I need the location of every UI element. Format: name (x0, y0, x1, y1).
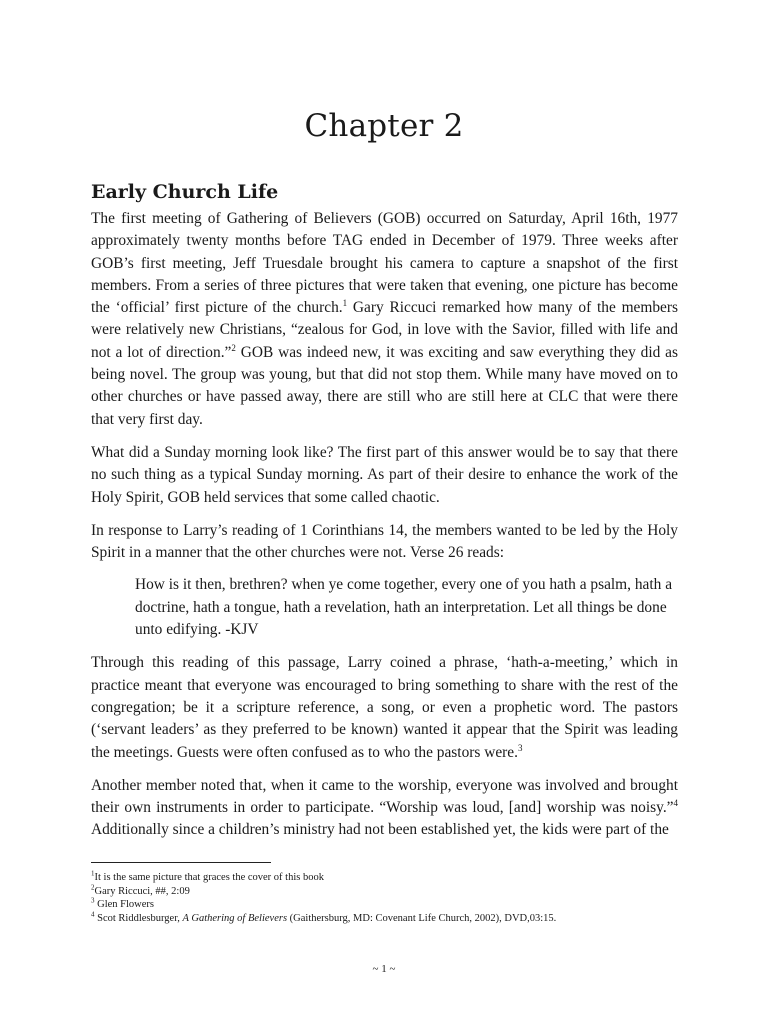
p1-text-a: The first meeting of Gathering of Believers (GOB) occurred on Saturday, April 16th, 1977 approximately twenty months before TAG ended in December of 1979. Three weeks after GOB’s first meeting, Jeff Truesdale brought his camera to capture a snapshot of the first members. From a series of three pictures that were taken that evening, one picture has become the ‘official’ first picture of the church. (91, 210, 678, 317)
scripture-quote: How is it then, brethren? when ye come together, every one of you hath a psalm, hath a doctrine, hath a tongue, hath a revelation, hath an interpretation. Let all things be done unto edifying. -KJV (135, 576, 673, 639)
paragraph-3: In response to Larry’s reading of 1 Corinthians 14, the members wanted to be led by the Holy Spirit in a manner that the other churches were not. Verse 26 reads: (91, 521, 678, 562)
p5-text-a: Another member noted that, when it came to the worship, everyone was involved and brought their own instruments in order to participate. “Worship was loud, [and] worship was noisy.” (91, 776, 678, 817)
paragraph-2: What did a Sunday morning look like? The first part of this answer would be to say that there no such thing as a typical Sunday morning. As part of their desire to enhance the work of the Holy Spirit, GOB held services that some called chaotic. (91, 443, 678, 506)
section-heading: Early Church Life (91, 181, 279, 203)
footnote-4-text-pre: Scot Riddlesburger, (94, 912, 183, 924)
footnote-4-number: 4 (91, 910, 95, 918)
footnote-divider (91, 862, 271, 863)
p4-text: Through this reading of this passage, Larry coined a phrase, ‘hath-a-meeting,’ which in practice meant that everyone was encouraged to bring something to share with the rest of the congregation; be it a scripture reference, a song, or even a prophetic word. The pastors (‘servant leaders’ as they preferred to be known) wanted it appear that the Spirit was leading the meetings. Guests were often confused as to who the pastors were. (91, 654, 678, 761)
p5-text-b: Additionally since a children’s ministry had not been established yet, the kids were part of the (91, 821, 669, 839)
footnote-3-number: 3 (91, 896, 95, 905)
footnotes (91, 871, 691, 925)
footnote-4 (91, 912, 691, 926)
footnote-4-title: A Gathering of Believers (182, 912, 288, 924)
p1-text-b: Gary Riccuci remarked how many of the members were relatively new Christians, “zealous for God, in love with the Savior, filled with life and not a lot of direction.” (91, 299, 678, 361)
footnote-1 (91, 871, 691, 885)
body-text (91, 178, 678, 853)
paragraph-5 (91, 775, 678, 842)
footnote-2 (91, 885, 691, 899)
footnote-3 (91, 898, 691, 912)
footnote-2-text: Gary Riccuci, ##, 2:09 (94, 885, 190, 897)
chapter-title: Chapter 2 (304, 108, 464, 144)
footnote-ref-3: 3 (517, 742, 523, 753)
footnote-2-number: 2 (91, 883, 95, 891)
footnote-1-number: 1 (91, 869, 95, 878)
page-number: ~ 1 ~ (372, 963, 396, 975)
footnote-ref-1: 1 (342, 298, 348, 309)
footnote-1-text: It is the same picture that graces the cover of this book (94, 872, 324, 883)
footnote-ref-4: 4 (673, 798, 678, 808)
footnote-4-text-post: (Gaithersburg, MD: Covenant Life Church, 2002), DVD,03:15. (287, 912, 557, 924)
paragraph-1 (91, 208, 678, 431)
footnote-3-text: Glen Flowers (94, 899, 154, 910)
footnote-ref-2: 2 (231, 342, 236, 353)
paragraph-4 (91, 652, 678, 763)
p1-text-c: GOB was indeed new, it was exciting and saw everything they did as being novel. The group was young, but that did not stop them. While many have moved on to other churches or have passed away, there are still who are still here at CLC that were there that very first day. (91, 343, 679, 428)
